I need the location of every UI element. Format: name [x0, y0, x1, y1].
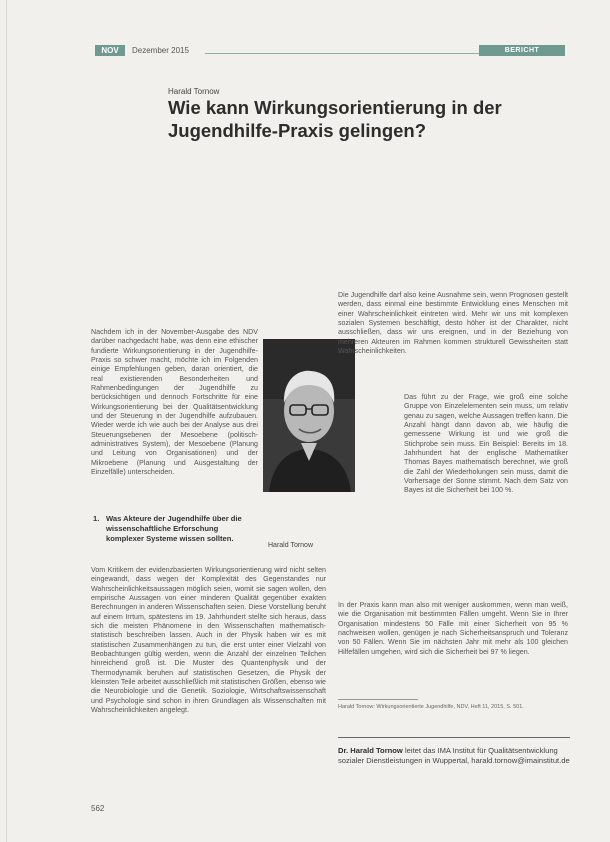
portrait-image	[263, 339, 355, 492]
section-1-title: Was Akteure der Jugendhilfe über die wissenschaftliche Erforschung komplexer Systeme wissen sollten.	[106, 514, 242, 543]
section-1-number: 1.	[93, 514, 100, 523]
page-edge	[6, 0, 7, 842]
author-photo	[263, 339, 355, 492]
footnote: Harald Tornow: Wirkungsorientierte Jugendhilfe, NDV, Heft 11, 2015, S. 501.	[338, 704, 524, 710]
page-header	[95, 45, 565, 56]
section-tag: BERICHT	[479, 45, 565, 56]
intro-paragraph: Nachdem ich in der November-Ausgabe des NDV darüber nachgedacht habe, was denn eine ethischer fundierte Wirkungsorientierung in der Jugendhilfe-Praxis so schwer macht, möchte ich im Folgenden einige Empfehlungen geben, daran orientiert, die real existierenden Besonderheiten und Rahmenbedingungen der Jugendhilfe zu berücksichtigen und dennoch Fortschritte für eine Wirkungsorientierung bei der Qualitätsentwicklung und der Steuerung in der Jugendhilfe aufzubauen. Wieder werde ich wie auch bei der Analyse aus drei Steuerungsebenen der Mesoebene (politisch-administratives System), der Mesoebene (Planung und Leitung von Organisationen) und der Mikroebene (Planung und Ausgestaltung der Einzelfälle) unterscheiden.	[91, 328, 258, 477]
section-1-heading	[93, 514, 253, 544]
photo-caption: Harald Tornow	[268, 542, 314, 549]
footnote-rule	[338, 699, 418, 700]
issue-date: Dezember 2015	[132, 46, 189, 55]
author-bio	[338, 737, 570, 782]
right-paragraph-3: In der Praxis kann man also mit weniger auskommen, wenn man weiß, wie die Organisation mit bestimmten Fällen umgeht. Wenn Sie in Ihrer Organisation mindestens 50 Fälle mit einer Sicherheit von 95 % nachweisen wollen, genügen je nach Sicherheitsanspruch und Toleranz von 50 Fällen. Wenn Sie im nächsten Jahr mit mehr als 100 gleichen Hilfefällen umgehen, wird sich die Sicherheit bei 97 % liegen.	[338, 601, 568, 656]
page-number: 562	[91, 804, 105, 813]
section-1-body: Vom Kritikern der evidenzbasierten Wirkungsorientierung wird nicht selten eingewandt, dass wegen der Komplexität des Gegenstandes nur Wahrscheinlichkeitsaussagen möglich seien, womit sie sagen wollen, den empirische Aussagen von einer minderen Qualität gegenüber exakten Berechnungen in anderen Wissenschaften seien. Diese Vorstellung beruht auf einem Irrtum, spätestens im 19. Jahrhundert stellte sich heraus, dass sich die meisten Phänomene in den Wissenschaften mathematisch-statistisch beschreiben lassen. Auch in der Physik haben wir es mit statistischen Zusammenhängen zu tun, die erst unter einer Vielzahl von Beobachtungen gültig werden, wenn die Anzahl der einzelnen Teilchen hinreichend groß ist. Die Muster des Quantenphysik und der Thermodynamik beruhen auf statistischen Gesetzen, die Physik der kleinsten Teile arbeitet ausschließlich mit statistischen Größen, ebenso wie die Neurobiologie und die Genetik. Soziologie, Wirtschaftswissenschaft und Psychologie sind schon in ihren Grundlagen als Wissenschaften mit Wahrscheinlichkeiten angelegt.	[91, 566, 326, 715]
bio-name: Dr. Harald Tornow	[338, 746, 403, 755]
header-rule	[205, 53, 480, 54]
right-paragraph-1	[404, 319, 568, 385]
journal-tag: NOV	[95, 45, 125, 56]
bio-text: leitet das IMA Institut für Qualitätsentwicklung sozialer Dienstleistungen in Wuppertal, harald.tornow@imainstitut.de	[338, 746, 570, 765]
article-title: Wie kann Wirkungsorientierung in der Jugendhilfe-Praxis gelingen?	[168, 97, 502, 141]
article-author: Harald Tornow	[168, 87, 220, 96]
right-paragraph-2: Das führt zu der Frage, wie groß eine solche Gruppe von Einzelelementen sein muss, um relativ genau zu sagen, welche Aussagen treffen kann. Die Anzahl hängt dann davon ab, wie häufig die gemessene Wirkung ist und wie groß die Stichprobe sein muss. Ein Beispiel: Bereits im 18. Jahrhundert hat der englische Mathematiker Thomas Bayes mathematisch berechnet, wie groß die Zahl der Wiederholungen sein muss, damit die Vorhersage der Sonne stimmt. Nach dem Satz von Bayes ist die Sicherheit bei 100 %.	[404, 393, 568, 495]
right-paragraph-1-top: Die Jugendhilfe darf also keine Ausnahme sein, wenn Prognosen gestellt werden, dass einmal eine bestimmte Entwicklung eines Menschen mit einer Wahrscheinlichkeit eintreten wird. Mehr wir uns mit komplexen sozialen Systemen beschäftigt, desto höher ist der Charakter, nicht ausschließen, dass wir uns ereignen, und in der Beziehung von mehreren Akteuren im Rahmen kommen strukturell Gewissheiten statt Wahrscheinlichkeiten.	[338, 291, 568, 356]
